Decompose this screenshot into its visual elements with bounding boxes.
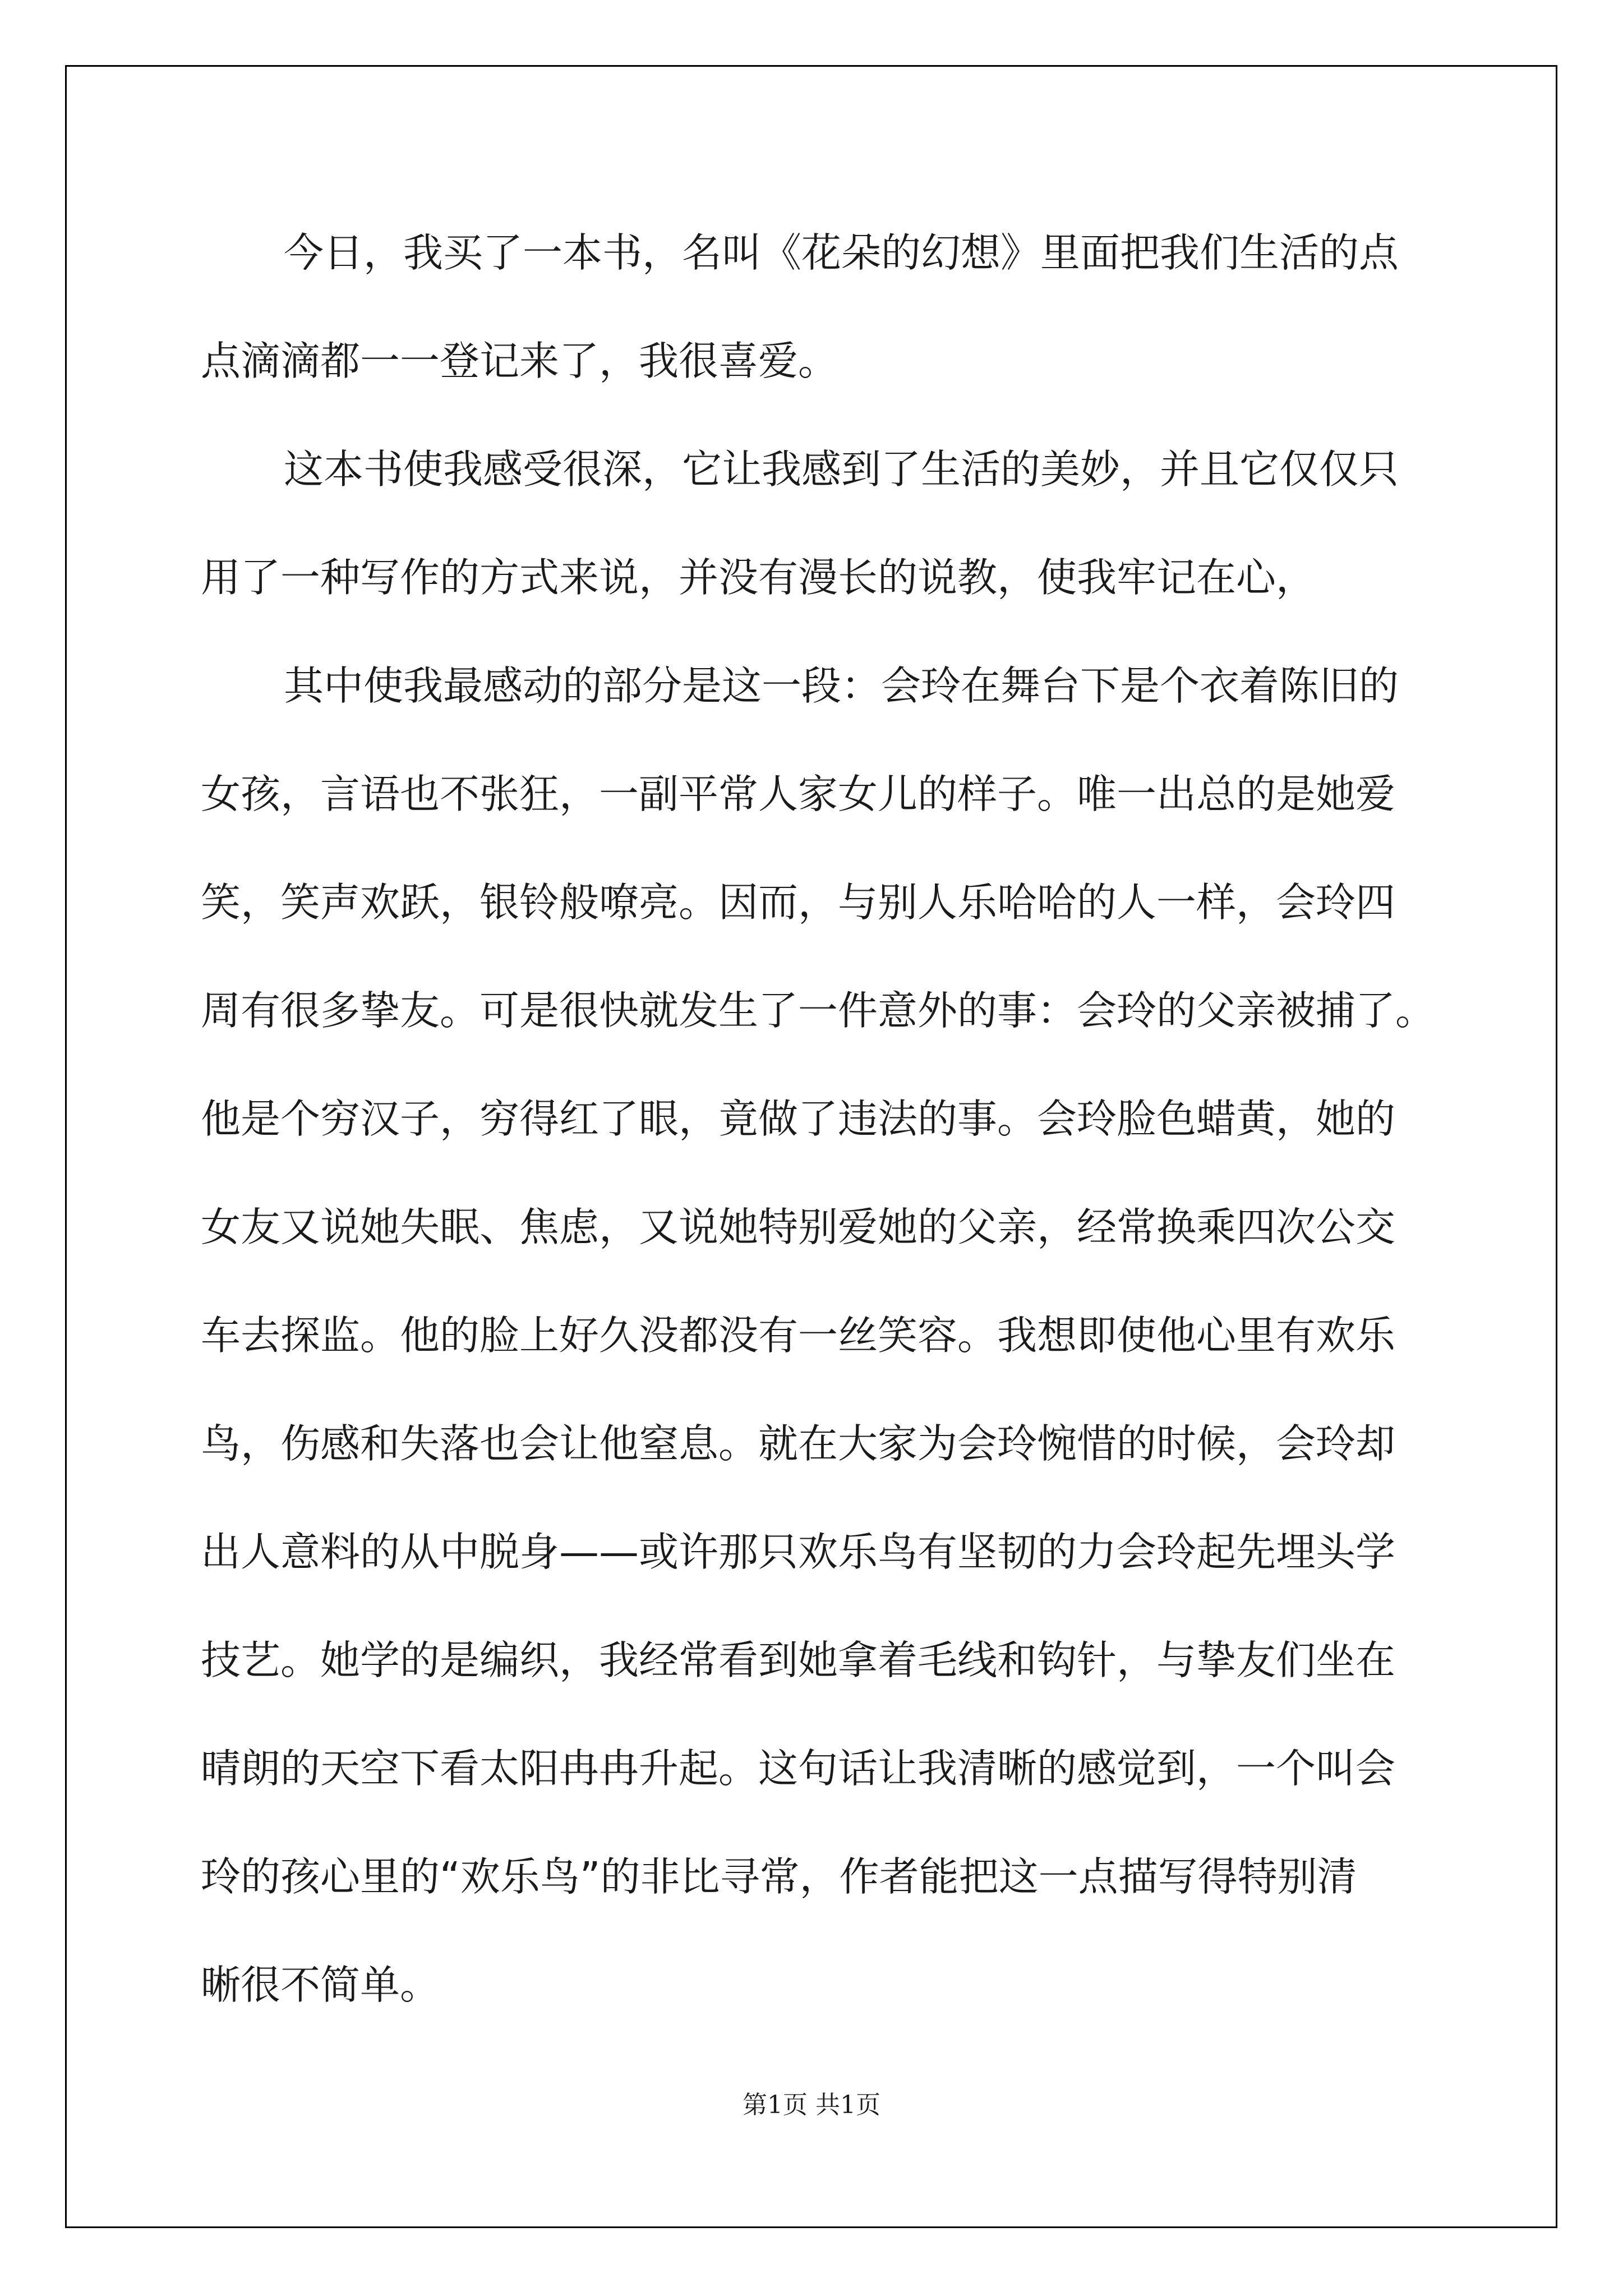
paragraph-3-line-1: 其中使我最感动的部分是这一段：会玲在舞台下是个衣着陈旧的 — [284, 662, 1399, 709]
paragraph-3-line-5: 他是个穷汉子，穷得红了眼，竟做了违法的事。会玲脸色蜡黄，她的 — [201, 1096, 1396, 1142]
paragraph-3-line-8: 鸟，伤感和失落也会让他窒息。就在大家为会玲惋惜的时候，会玲却 — [201, 1420, 1396, 1467]
paragraph-3-line-9: 出人意料的从中脱身——或许那只欢乐鸟有坚韧的力会玲起先埋头学 — [201, 1529, 1396, 1575]
paragraph-2-line-1: 这本书使我感受很深，它让我感到了生活的美妙，并且它仅仅只 — [284, 446, 1399, 493]
paragraph-3-line-10: 技艺。她学的是编织，我经常看到她拿着毛线和钩针，与挚友们坐在 — [201, 1637, 1396, 1683]
paragraph-3-line-12: 玲的孩心里的“欢乐鸟”的非比寻常，作者能把这一点描写得特别清 — [201, 1853, 1357, 1900]
paragraph-3-line-11: 晴朗的天空下看太阳冉冉升起。这句话让我清晰的感觉到，一个叫会 — [201, 1745, 1396, 1792]
paragraph-3-line-3: 笑，笑声欢跃，银铃般嘹亮。因而，与别人乐哈哈的人一样，会玲四 — [201, 879, 1396, 926]
paragraph-1-line-2: 点滴滴都一一登记来了，我很喜爱。 — [201, 338, 838, 384]
paragraph-3-line-4: 周有很多挚友。可是很快就发生了一件意外的事：会玲的父亲被捕了。 — [201, 987, 1436, 1034]
paragraph-3-line-6: 女友又说她失眠、焦虑，又说她特别爱她的父亲，经常换乘四次公交 — [201, 1204, 1396, 1250]
document-body — [201, 199, 1435, 2039]
page-number-footer: 第1页 共1页 — [743, 2091, 880, 2119]
paragraph-3-line-2: 女孩，言语也不张狂，一副平常人家女儿的样子。唯一出总的是她爱 — [201, 771, 1396, 817]
paragraph-3-line-13: 晰很不简单。 — [201, 1962, 440, 2008]
paragraph-3-line-7: 车去探监。他的脸上好久没都没有一丝笑容。我想即使他心里有欢乐 — [201, 1312, 1396, 1359]
paragraph-1-line-1: 今日，我买了一本书，名叫《花朵的幻想》里面把我们生活的点 — [284, 229, 1399, 276]
paragraph-2-line-2: 用了一种写作的方式来说，并没有漫长的说教，使我牢记在心， — [201, 554, 1316, 601]
